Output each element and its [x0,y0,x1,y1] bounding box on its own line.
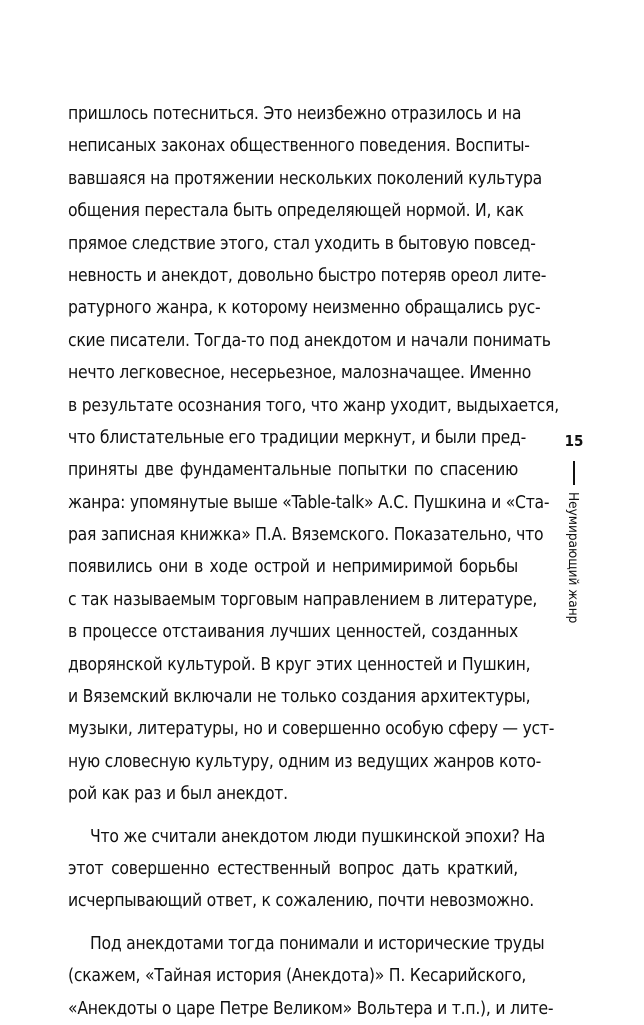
text-line: ную словесную культуру, одним из ведущих жанров кото- [68,751,542,772]
text-line: ратурного жанра, к которому неизменно обращались рус- [68,298,541,319]
text-line: общения перестала быть определяющей нормой. И, как [68,201,524,222]
text-line: в процессе отстаивания лучших ценностей, созданных [68,622,518,643]
text-line: прямое следствие этого, стал уходить в бытовую повсед- [68,233,536,254]
text-line: приняты две фундаментальные попытки по спасению [68,460,518,481]
text-line: «Анекдоты о царе Петре Великом» Вольтера и т.п.), и лите- [68,998,554,1019]
text-line: неписаных законах общественного поведения. Воспиты- [68,136,530,157]
margin-rule [573,461,575,485]
text-line: рая записная книжка» П.А. Вяземского. Показательно, что [68,525,544,546]
text-line: появились они в ходе острой и непримиримой борьбы [68,557,518,578]
paragraph-1 [68,98,559,811]
text-line: пришлось потесниться. Это неизбежно отразилось и на [68,104,522,124]
text-line: этот совершенно естественный вопрос дать краткий, [68,858,518,879]
text-line: Что же считали анекдотом люди пушкинской эпохи? На [90,826,546,847]
running-head: Неумирающий жанр [565,492,581,624]
text-line: Под анекдотами тогда понимали и исторические труды [90,933,545,954]
text-line: музыки, литературы, но и совершенно особую сферу — уст- [68,719,555,740]
text-line: исчерпывающий ответ, к сожалению, почти невозможно. [68,891,534,912]
text-line: рой как раз и был анекдот. [68,784,288,805]
text-line: что блистательные его традиции меркнут, и были пред- [68,427,526,448]
text-line: ские писатели. Тогда-то под анекдотом и начали понимать [68,330,551,351]
text-line: и Вяземский включали не только создания архитектуры, [68,687,531,708]
paragraph-2 [68,821,546,918]
text-line: (скажем, «Тайная история (Анекдота)» П. Кесарийского, [68,966,527,987]
paragraph-3 [68,928,554,1025]
page-number: 15 [564,432,584,450]
text-line: невность и анекдот, довольно быстро потеряв ореол лите- [68,265,547,286]
text-line: жанра: упомянутые выше «Table-talk» А.С. Пушкина и «Ста- [68,492,550,513]
text-line: дворянской культурой. В круг этих ценностей и Пушкин, [68,654,531,675]
text-line: в результате осознания того, что жанр уходит, выдыхается, [68,395,559,416]
text-line: нечто легковесное, несерьезное, малозначащее. Именно [68,363,532,384]
body-text [68,98,559,1025]
text-line: с так называемым торговым направлением в литературе, [68,589,538,610]
text-line: вавшаяся на протяжении нескольких поколений культура [68,168,542,189]
